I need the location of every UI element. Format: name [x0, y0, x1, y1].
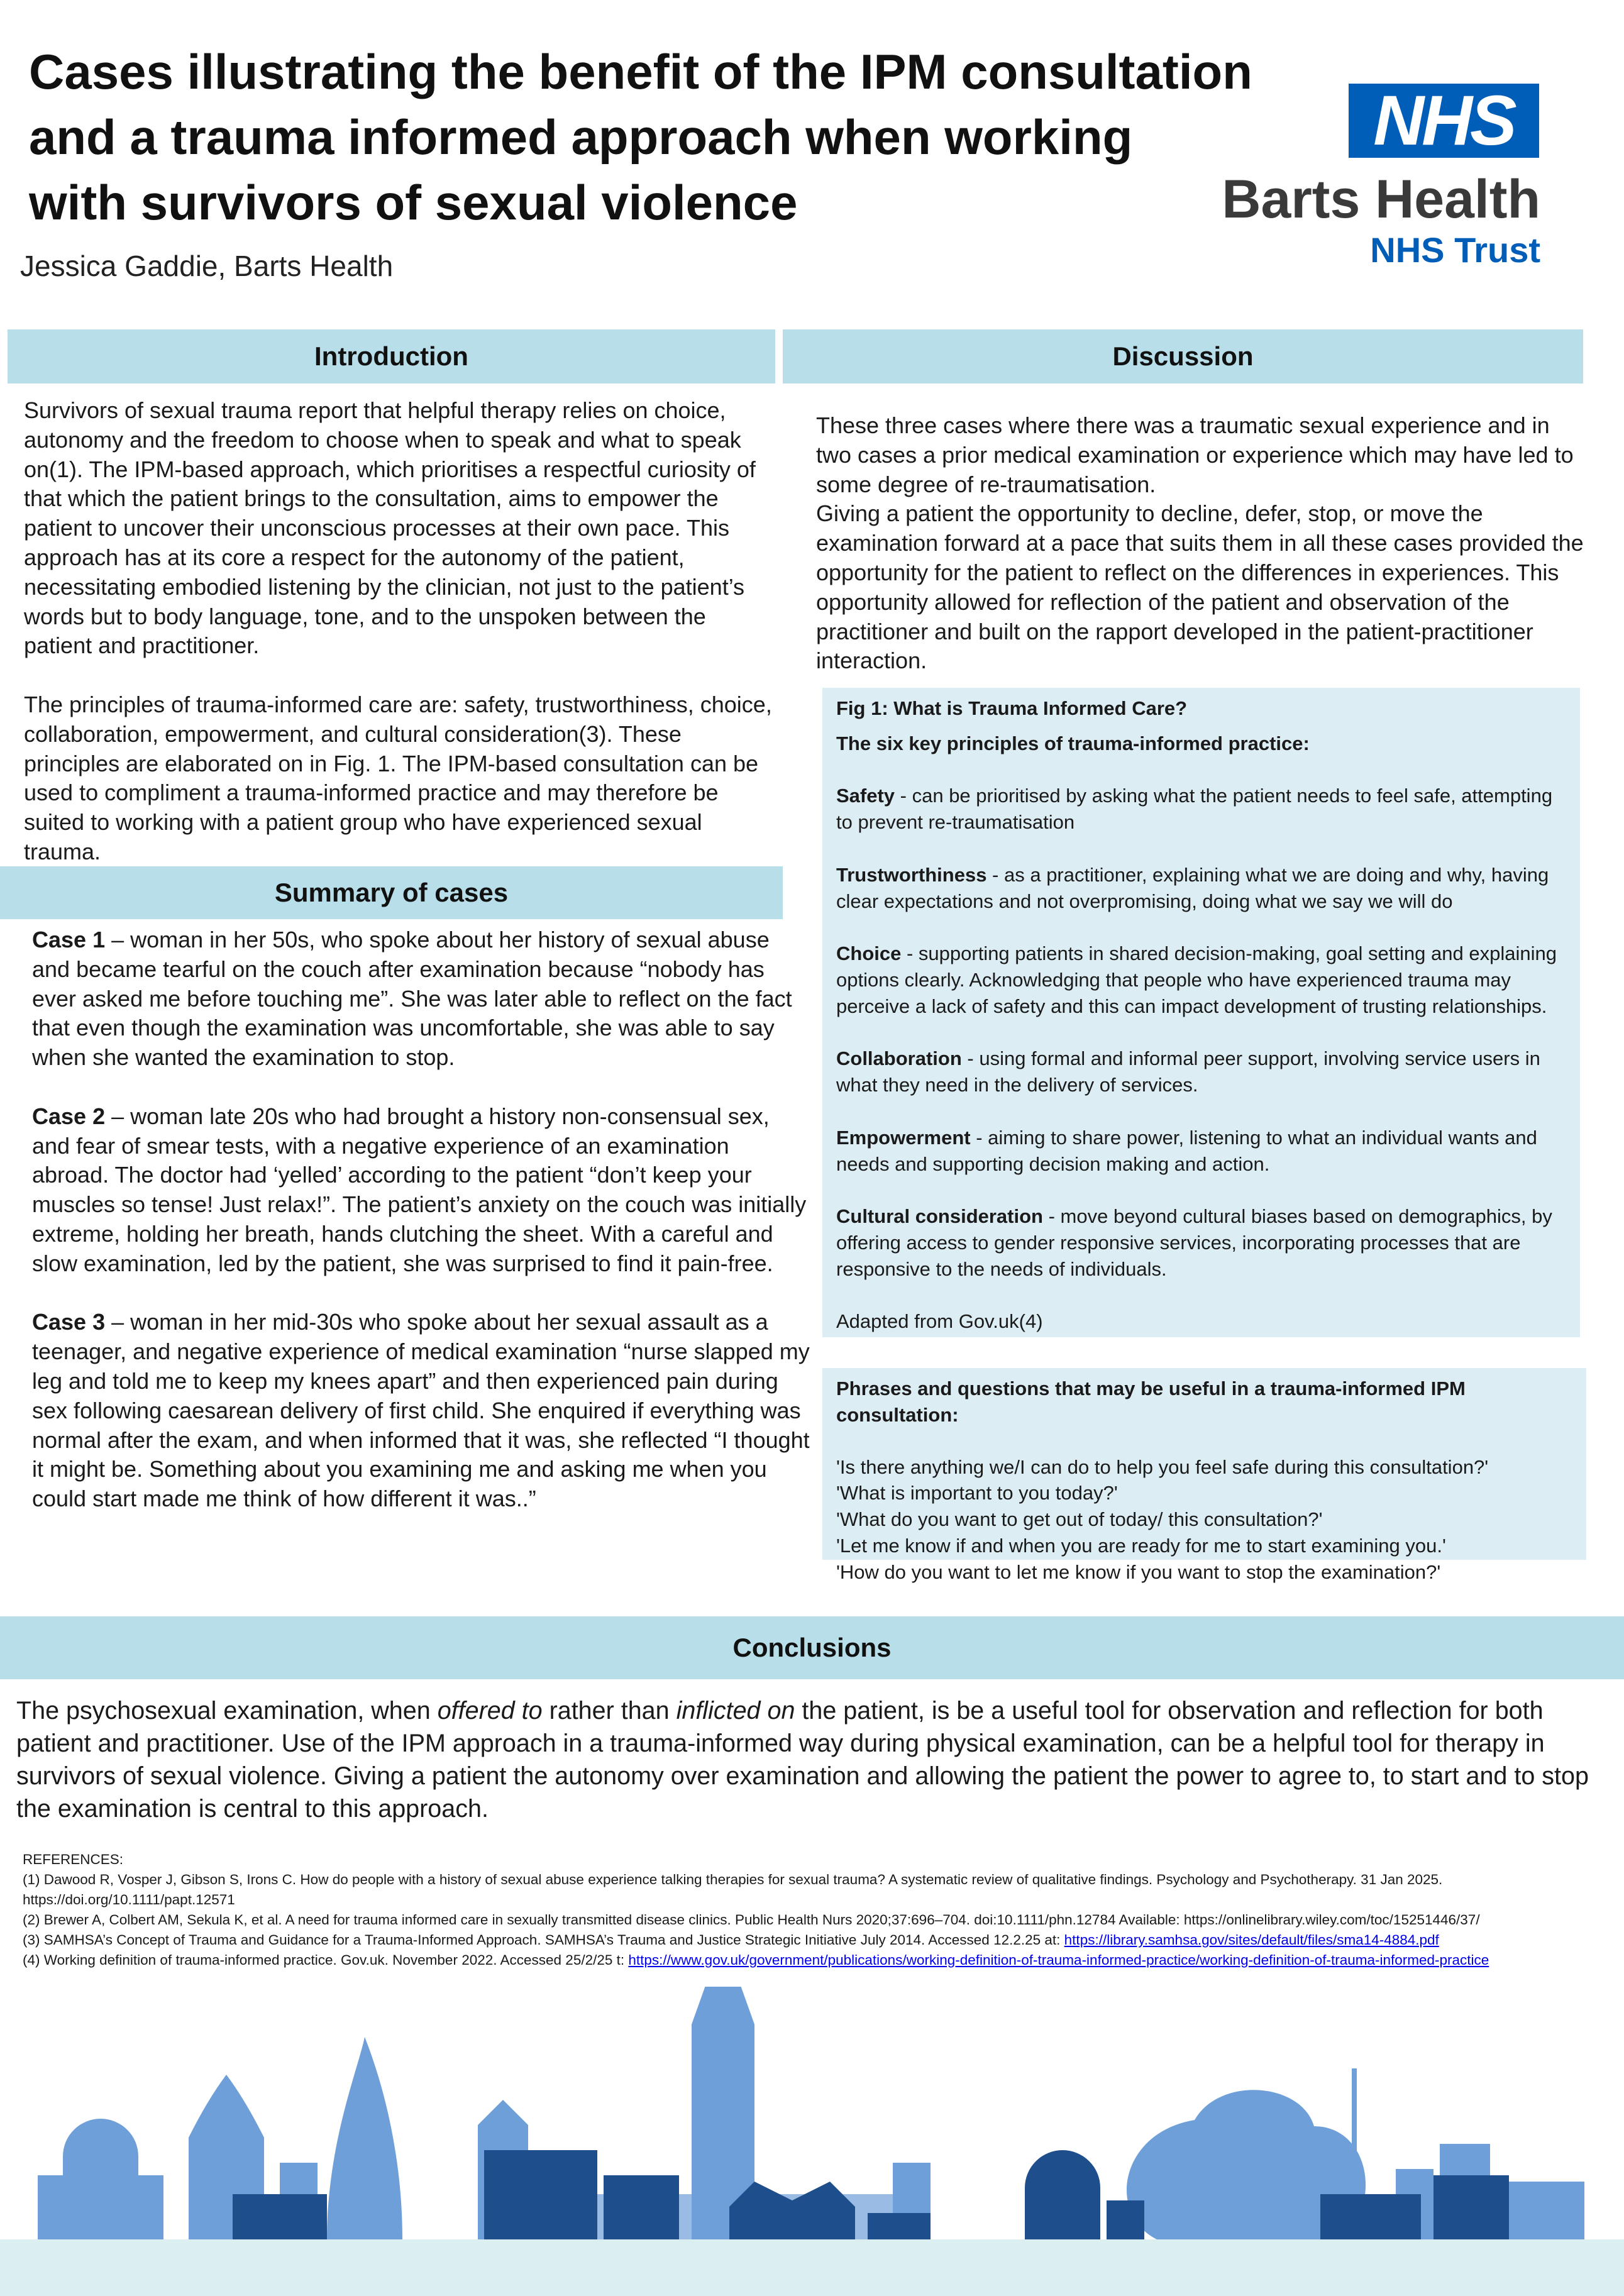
- discussion-body: [816, 411, 1586, 676]
- principle-text: - move beyond cultural biases based on demographics, by offering access to gender responsive services, incorporating processes that are responsive to the needs of individuals.: [836, 1205, 1552, 1280]
- text: rather than: [542, 1697, 677, 1725]
- reference-link[interactable]: https://library.samhsa.gov/sites/default/files/sma14-4884.pdf: [1064, 1932, 1439, 1948]
- phrase-item: 'What is important to you today?': [836, 1482, 1118, 1504]
- fig1-title: Fig 1: What is Trauma Informed Care?: [836, 697, 1188, 719]
- principle-item: [836, 783, 1566, 836]
- principle-item: [836, 1203, 1566, 1282]
- reference-item: [23, 1870, 1532, 1910]
- introduction-body: [24, 396, 772, 897]
- fig1-subtitle: The six key principles of trauma-informed practice:: [836, 732, 1310, 754]
- case-label: Case 3: [32, 1309, 106, 1335]
- paragraph: Survivors of sexual trauma report that helpful therapy relies on choice, autonomy and the freedom to choose when to speak and what to speak on(1). The IPM-based approach, which prioritises a respectful curiosity of that which the patient brings to the consultation, aims to empower the patient to uncover their unconscious processes at their own pace. This approach has at its core a respect for the autonomy of the patient, necessitating embodied listening by the clinician, not just to the patient’s words but to body language, tone, and to the unspoken between the patient and practitioner.: [24, 397, 756, 659]
- reference-text: (3) SAMHSA’s Concept of Trauma and Guidance for a Trauma-Informed Approach. SAMHSA’s Trauma and Justice Strategic Initiative July 2014. Accessed 12.2.25 at:: [23, 1932, 1064, 1948]
- principle-text: - using formal and informal peer support, involving service users in what they need in the delivery of services.: [836, 1047, 1540, 1096]
- title-line: and a trauma informed approach when working: [29, 109, 1133, 165]
- fig1-source: Adapted from Gov.uk(4): [836, 1310, 1043, 1333]
- london-skyline-illustration: [0, 1987, 1624, 2296]
- phrases-title: Phrases and questions that may be useful in a trauma-informed IPM consultation:: [836, 1377, 1466, 1426]
- fig1-box: [822, 688, 1580, 1337]
- reference-item: [23, 1950, 1532, 1970]
- case-item: [32, 1102, 812, 1279]
- principle-name: Choice: [836, 942, 902, 965]
- reference-text: (4) Working definition of trauma-informed practice. Gov.uk. November 2022. Accessed 25/2/25 t:: [23, 1952, 629, 1968]
- principle-item: [836, 1125, 1566, 1178]
- phrase-item: 'What do you want to get out of today/ this consultation?': [836, 1508, 1323, 1531]
- paragraph: Giving a patient the opportunity to decline, defer, stop, or move the examination forward at a pace that suits them in all these cases provided the opportunity for the patient to reflect on the differences in experiences. This opportunity allowed for reflection of the patient and observation of the practitioner and built on the rapport developed in the patient-practitioner interaction.: [816, 500, 1584, 674]
- principle-item: [836, 862, 1566, 915]
- author: Jessica Gaddie, Barts Health: [20, 250, 394, 282]
- title-line: with survivors of sexual violence: [29, 175, 798, 230]
- principle-text: - supporting patients in shared decision-making, goal setting and explaining options clearly. Acknowledging that people who have experienced trauma may perceive a lack of safety and this can impact development of trusting relationships.: [836, 942, 1557, 1017]
- case-text: – woman in her mid-30s who spoke about her sexual assault as a teenager, and negative experience of medical examination “nurse slapped my leg and told me to keep my knees apart” and then experienced pain during sex following caesarean delivery of first child. She enquired if everything was normal after the exam, and when informed that it was, she reflected “I thought it might be. Something about you examining me and asking me when you could start made me think of how different it was..”: [32, 1309, 810, 1512]
- case-text: – woman in her 50s, who spoke about her history of sexual abuse and became tearful on the couch after examination because “nobody has ever asked me before touching me”. She was later able to reflect on the fact that even though the examination was uncomfortable, she was able to say when she wanted the examination to stop.: [32, 927, 792, 1071]
- text: the patient, is be a useful tool for observation and reflection for both patient and practitioner. Use of the IPM approach in a trauma-informed way during physical examination, can be a helpful tool for therapy in survivors of sexual violence. Giving a patient the autonomy over examination and allowing the patient the power to agree to, to start and to stop the examination is central to this approach.: [16, 1697, 1589, 1823]
- ground-band: [0, 2239, 1624, 2296]
- paragraph: These three cases where there was a traumatic sexual experience and in two cases a prior medical examination or experience which may have led to some degree of re-traumatisation.: [816, 412, 1574, 497]
- introduction-heading: Introduction: [8, 329, 775, 384]
- org-name: Barts Health: [1222, 169, 1540, 229]
- phrase-item: 'Is there anything we/I can do to help you feel safe during this consultation?': [836, 1455, 1489, 1478]
- reference-item: [23, 1910, 1532, 1930]
- paragraph: The principles of trauma-informed care are: safety, trustworthiness, choice, collaboration, empowerment, and cultural consideration(3). These principles are elaborated on in Fig. 1. The IPM-based consultation can be used to compliment a trauma-informed practice and may therefore be suited to working with a patient group who have experienced sexual trauma.: [24, 691, 772, 864]
- phrase-item: 'Let me know if and when you are ready for me to start examining you.': [836, 1534, 1446, 1557]
- discussion-heading: Discussion: [783, 329, 1583, 384]
- poster-title: [29, 39, 1255, 235]
- references-heading: REFERENCES:: [23, 1852, 124, 1867]
- summary-heading: Summary of cases: [0, 866, 783, 919]
- principle-name: Empowerment: [836, 1126, 971, 1149]
- case-label: Case 2: [32, 1103, 106, 1129]
- conclusions-body: [16, 1694, 1607, 1825]
- nhs-logo: NHS: [1349, 84, 1539, 158]
- case-label: Case 1: [32, 927, 106, 952]
- reference-text: (2) Brewer A, Colbert AM, Sekula K, et al. A need for trauma informed care in sexually transmitted disease clinics. Public Health Nurs 2020;37:696–704. doi:10.1111/phn.12784 Available: https://onlinelibrary.wiley.com/toc/15251446/37/: [23, 1912, 1480, 1928]
- reference-item: [23, 1930, 1532, 1950]
- principle-name: Trustworthiness: [836, 863, 987, 886]
- principle-name: Collaboration: [836, 1047, 962, 1070]
- cases-list: [32, 925, 812, 1543]
- reference-link[interactable]: https://www.gov.uk/government/publications/working-definition-of-trauma-informed-practice/working-definition-of-trauma-informed-practice: [628, 1952, 1489, 1968]
- emphasis: offered to: [437, 1697, 543, 1725]
- principle-text: - as a practitioner, explaining what we are doing and why, having clear expectations and not overpromising, doing what we say we will do: [836, 863, 1549, 912]
- references: [23, 1850, 1532, 1970]
- principle-name: Safety: [836, 785, 895, 807]
- text: The psychosexual examination, when: [16, 1697, 438, 1725]
- principle-text: - aiming to share power, listening to what an individual wants and needs and supporting decision making and action.: [836, 1126, 1537, 1175]
- phrase-item: 'How do you want to let me know if you want to stop the examination?': [836, 1560, 1441, 1583]
- trust-name: NHS Trust: [1370, 230, 1540, 270]
- case-item: [32, 1308, 812, 1514]
- reference-text: (1) Dawood R, Vosper J, Gibson S, Irons C. How do people with a history of sexual abuse experience talking therapies for sexual trauma? A systematic review of qualitative findings. Psychology and Psychotherapy. 31 Jan 2025. https://doi.org/10.1111/papt.12571: [23, 1872, 1443, 1907]
- title-line: Cases illustrating the benefit of the IPM consultation: [29, 44, 1252, 99]
- case-text: – woman late 20s who had brought a history non-consensual sex, and fear of smear tests, with a negative experience of an examination abroad. The doctor had ‘yelled’ according to the patient “don’t keep your muscles so tense! Just relax!”. The patient’s anxiety on the couch was initially extreme, holding her breath, hands clutching the sheet. With a careful and slow examination, led by the patient, she was surprised to find it pain-free.: [32, 1103, 807, 1276]
- emphasis: inflicted on: [676, 1697, 795, 1725]
- principle-name: Cultural consideration: [836, 1205, 1043, 1228]
- phrases-box: [822, 1368, 1586, 1583]
- conclusions-heading: Conclusions: [0, 1616, 1624, 1679]
- case-item: [32, 925, 812, 1073]
- principle-item: [836, 1046, 1566, 1098]
- principle-text: - can be prioritised by asking what the patient needs to feel safe, attempting to prevent re-traumatisation: [836, 785, 1553, 834]
- principle-item: [836, 941, 1566, 1019]
